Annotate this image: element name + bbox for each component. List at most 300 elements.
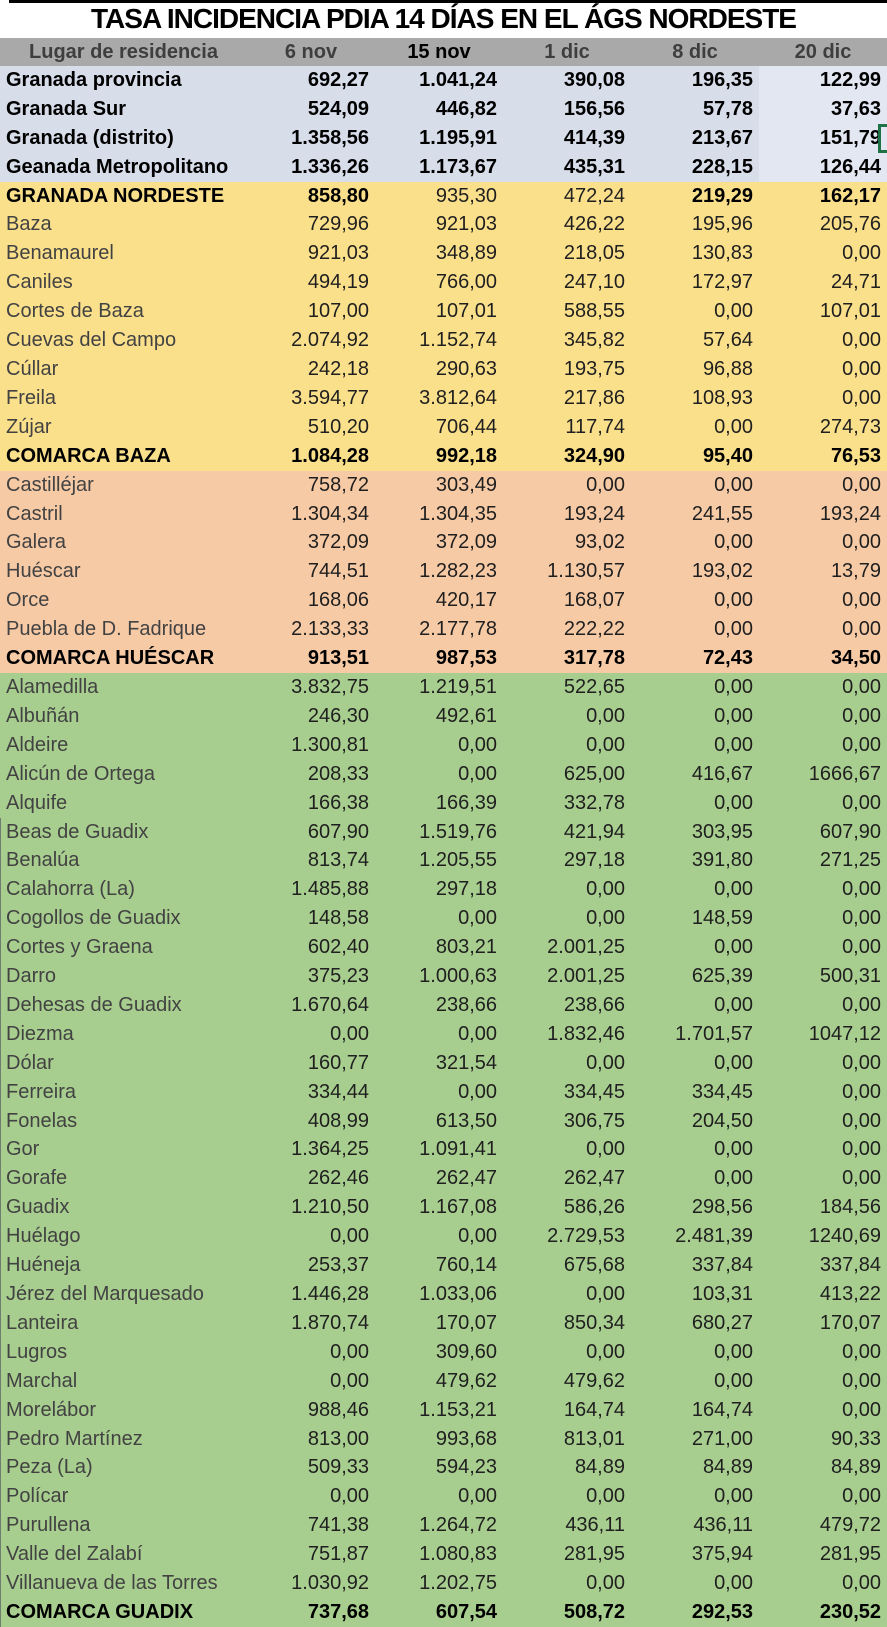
value-cell[interactable]: 510,20	[247, 413, 375, 442]
value-cell[interactable]: 204,50	[631, 1107, 759, 1136]
row-label-cell[interactable]: Granada provincia	[0, 66, 247, 95]
row-label-cell[interactable]: Marchal	[0, 1367, 247, 1396]
value-cell[interactable]: 858,80	[247, 182, 375, 211]
value-cell[interactable]: 436,11	[631, 1511, 759, 1540]
value-cell[interactable]: 107,00	[247, 297, 375, 326]
value-cell[interactable]: 3.812,64	[375, 384, 503, 413]
value-cell[interactable]: 1.210,50	[247, 1193, 375, 1222]
column-header-6-nov[interactable]: 6 nov	[284, 40, 338, 63]
value-cell[interactable]: 435,31	[503, 153, 631, 182]
value-cell[interactable]: 1.701,57	[631, 1020, 759, 1049]
value-cell[interactable]: 500,31	[759, 962, 887, 991]
value-cell[interactable]: 729,96	[247, 211, 375, 240]
row-label-cell[interactable]: Freila	[0, 384, 247, 413]
value-cell[interactable]: 0,00	[247, 1482, 375, 1511]
row-label-cell[interactable]: Valle del Zalabí	[0, 1540, 247, 1569]
value-cell[interactable]: 271,00	[631, 1425, 759, 1454]
value-cell[interactable]: 813,00	[247, 1425, 375, 1454]
value-cell[interactable]: 492,61	[375, 702, 503, 731]
value-cell[interactable]: 0,00	[759, 239, 887, 268]
row-label-cell[interactable]: COMARCA GUADIX	[0, 1598, 247, 1627]
row-label-cell[interactable]: Dólar	[0, 1049, 247, 1078]
value-cell[interactable]: 253,37	[247, 1251, 375, 1280]
value-cell[interactable]: 84,89	[759, 1454, 887, 1483]
row-label-cell[interactable]: Cúllar	[0, 355, 247, 384]
row-label-cell[interactable]: GRANADA NORDESTE	[0, 182, 247, 211]
value-cell[interactable]: 0,00	[503, 731, 631, 760]
value-cell[interactable]: 72,43	[631, 644, 759, 673]
value-cell[interactable]: 213,67	[631, 124, 759, 153]
value-cell[interactable]: 850,34	[503, 1309, 631, 1338]
value-cell[interactable]: 0,00	[631, 991, 759, 1020]
value-cell[interactable]: 2.001,25	[503, 962, 631, 991]
row-label-cell[interactable]: Gorafe	[0, 1164, 247, 1193]
value-cell[interactable]: 0,00	[759, 586, 887, 615]
value-cell[interactable]: 607,54	[375, 1598, 503, 1627]
value-cell[interactable]: 420,17	[375, 586, 503, 615]
value-cell[interactable]: 241,55	[631, 500, 759, 529]
value-cell[interactable]: 1.485,88	[247, 875, 375, 904]
value-cell[interactable]: 218,05	[503, 239, 631, 268]
column-header-1-dic[interactable]: 1 dic	[544, 40, 590, 63]
value-cell[interactable]: 0,00	[503, 875, 631, 904]
value-cell[interactable]: 416,67	[631, 760, 759, 789]
value-cell[interactable]: 238,66	[503, 991, 631, 1020]
value-cell[interactable]: 117,74	[503, 413, 631, 442]
value-cell[interactable]: 0,00	[631, 529, 759, 558]
value-cell[interactable]: 84,89	[503, 1454, 631, 1483]
value-cell[interactable]: 372,09	[375, 529, 503, 558]
row-label-cell[interactable]: Lanteira	[0, 1309, 247, 1338]
row-label-cell[interactable]: Villanueva de las Torres	[0, 1569, 247, 1598]
value-cell[interactable]: 130,83	[631, 239, 759, 268]
value-cell[interactable]: 508,72	[503, 1598, 631, 1627]
column-header-20-dic[interactable]: 20 dic	[794, 40, 852, 63]
value-cell[interactable]: 586,26	[503, 1193, 631, 1222]
value-cell[interactable]: 103,31	[631, 1280, 759, 1309]
row-label-cell[interactable]: Huéneja	[0, 1251, 247, 1280]
value-cell[interactable]: 290,63	[375, 355, 503, 384]
value-cell[interactable]: 913,51	[247, 644, 375, 673]
value-cell[interactable]: 607,90	[247, 818, 375, 847]
value-cell[interactable]: 0,00	[759, 1136, 887, 1165]
column-header-lugar-de-residencia[interactable]: Lugar de residencia	[29, 40, 218, 63]
value-cell[interactable]: 334,44	[247, 1078, 375, 1107]
row-label-cell[interactable]: COMARCA BAZA	[0, 442, 247, 471]
row-label-cell[interactable]: Huéscar	[0, 557, 247, 586]
value-cell[interactable]: 297,18	[503, 846, 631, 875]
value-cell[interactable]: 1.033,06	[375, 1280, 503, 1309]
value-cell[interactable]: 1.519,76	[375, 818, 503, 847]
value-cell[interactable]: 0,00	[759, 471, 887, 500]
value-cell[interactable]: 390,08	[503, 66, 631, 95]
value-cell[interactable]: 375,23	[247, 962, 375, 991]
value-cell[interactable]: 1.041,24	[375, 66, 503, 95]
value-cell[interactable]: 271,25	[759, 846, 887, 875]
value-cell[interactable]: 766,00	[375, 268, 503, 297]
value-cell[interactable]: 0,00	[759, 1338, 887, 1367]
value-cell[interactable]: 0,00	[759, 789, 887, 818]
value-cell[interactable]: 107,01	[375, 297, 503, 326]
value-cell[interactable]: 184,56	[759, 1193, 887, 1222]
value-cell[interactable]: 1.670,64	[247, 991, 375, 1020]
row-label-cell[interactable]: Darro	[0, 962, 247, 991]
value-cell[interactable]: 298,56	[631, 1193, 759, 1222]
value-cell[interactable]: 803,21	[375, 933, 503, 962]
value-cell[interactable]: 0,00	[375, 731, 503, 760]
value-cell[interactable]: 108,93	[631, 384, 759, 413]
value-cell[interactable]: 1.358,56	[247, 124, 375, 153]
row-label-cell[interactable]: Jérez del Marquesado	[0, 1280, 247, 1309]
value-cell[interactable]: 0,00	[503, 1280, 631, 1309]
row-label-cell[interactable]: Caniles	[0, 268, 247, 297]
value-cell[interactable]: 0,00	[503, 1338, 631, 1367]
value-cell[interactable]: 0,00	[759, 1078, 887, 1107]
value-cell[interactable]: 1.205,55	[375, 846, 503, 875]
row-label-cell[interactable]: Gor	[0, 1136, 247, 1165]
value-cell[interactable]: 675,68	[503, 1251, 631, 1280]
row-label-cell[interactable]: Huélago	[0, 1222, 247, 1251]
value-cell[interactable]: 0,00	[503, 1136, 631, 1165]
row-label-cell[interactable]: Zújar	[0, 413, 247, 442]
value-cell[interactable]: 414,39	[503, 124, 631, 153]
value-cell[interactable]: 151,79	[759, 124, 887, 153]
value-cell[interactable]: 0,00	[375, 1222, 503, 1251]
value-cell[interactable]: 337,84	[759, 1251, 887, 1280]
value-cell[interactable]: 228,15	[631, 153, 759, 182]
value-cell[interactable]: 0,00	[759, 1396, 887, 1425]
value-cell[interactable]: 992,18	[375, 442, 503, 471]
value-cell[interactable]: 219,29	[631, 182, 759, 211]
row-label-cell[interactable]: Albuñán	[0, 702, 247, 731]
row-label-cell[interactable]: Polícar	[0, 1482, 247, 1511]
value-cell[interactable]: 164,74	[503, 1396, 631, 1425]
value-cell[interactable]: 84,89	[631, 1454, 759, 1483]
value-cell[interactable]: 246,30	[247, 702, 375, 731]
value-cell[interactable]: 170,07	[759, 1309, 887, 1338]
value-cell[interactable]: 1.153,21	[375, 1396, 503, 1425]
row-label-cell[interactable]: Orce	[0, 586, 247, 615]
value-cell[interactable]: 2.001,25	[503, 933, 631, 962]
value-cell[interactable]: 436,11	[503, 1511, 631, 1540]
value-cell[interactable]: 196,35	[631, 66, 759, 95]
value-cell[interactable]: 309,60	[375, 1338, 503, 1367]
value-cell[interactable]: 0,00	[759, 529, 887, 558]
value-cell[interactable]: 217,86	[503, 384, 631, 413]
row-label-cell[interactable]: Ferreira	[0, 1078, 247, 1107]
row-label-cell[interactable]: Lugros	[0, 1338, 247, 1367]
value-cell[interactable]: 95,40	[631, 442, 759, 471]
value-cell[interactable]: 160,77	[247, 1049, 375, 1078]
value-cell[interactable]: 426,22	[503, 211, 631, 240]
value-cell[interactable]: 0,00	[631, 789, 759, 818]
value-cell[interactable]: 446,82	[375, 95, 503, 124]
value-cell[interactable]: 1.030,92	[247, 1569, 375, 1598]
value-cell[interactable]: 1.219,51	[375, 673, 503, 702]
value-cell[interactable]: 262,47	[375, 1164, 503, 1193]
value-cell[interactable]: 242,18	[247, 355, 375, 384]
value-cell[interactable]: 0,00	[631, 413, 759, 442]
value-cell[interactable]: 0,00	[631, 586, 759, 615]
value-cell[interactable]: 334,45	[503, 1078, 631, 1107]
value-cell[interactable]: 413,22	[759, 1280, 887, 1309]
row-label-cell[interactable]: Peza (La)	[0, 1454, 247, 1483]
value-cell[interactable]: 1.304,34	[247, 500, 375, 529]
column-header-15-nov[interactable]: 15 nov	[407, 40, 471, 63]
value-cell[interactable]: 337,84	[631, 1251, 759, 1280]
value-cell[interactable]: 0,00	[247, 1222, 375, 1251]
value-cell[interactable]: 737,68	[247, 1598, 375, 1627]
value-cell[interactable]: 0,00	[631, 1136, 759, 1165]
value-cell[interactable]: 1.173,67	[375, 153, 503, 182]
value-cell[interactable]: 166,38	[247, 789, 375, 818]
value-cell[interactable]: 602,40	[247, 933, 375, 962]
value-cell[interactable]: 0,00	[631, 875, 759, 904]
row-label-cell[interactable]: COMARCA HUÉSCAR	[0, 644, 247, 673]
value-cell[interactable]: 0,00	[631, 933, 759, 962]
value-cell[interactable]: 317,78	[503, 644, 631, 673]
value-cell[interactable]: 1.336,26	[247, 153, 375, 182]
value-cell[interactable]: 0,00	[631, 1049, 759, 1078]
value-cell[interactable]: 0,00	[375, 1482, 503, 1511]
value-cell[interactable]: 93,02	[503, 529, 631, 558]
value-cell[interactable]: 1.080,83	[375, 1540, 503, 1569]
value-cell[interactable]: 1.832,46	[503, 1020, 631, 1049]
value-cell[interactable]: 193,24	[503, 500, 631, 529]
value-cell[interactable]: 205,76	[759, 211, 887, 240]
value-cell[interactable]: 292,53	[631, 1598, 759, 1627]
row-label-cell[interactable]: Alamedilla	[0, 673, 247, 702]
value-cell[interactable]: 1.304,35	[375, 500, 503, 529]
value-cell[interactable]: 0,00	[503, 1482, 631, 1511]
row-label-cell[interactable]: Cortes y Graena	[0, 933, 247, 962]
value-cell[interactable]: 193,75	[503, 355, 631, 384]
value-cell[interactable]: 813,01	[503, 1425, 631, 1454]
row-label-cell[interactable]: Dehesas de Guadix	[0, 991, 247, 1020]
value-cell[interactable]: 524,09	[247, 95, 375, 124]
value-cell[interactable]: 281,95	[759, 1540, 887, 1569]
value-cell[interactable]: 0,00	[631, 615, 759, 644]
row-label-cell[interactable]: Cuevas del Campo	[0, 326, 247, 355]
value-cell[interactable]: 156,56	[503, 95, 631, 124]
value-cell[interactable]: 0,00	[631, 1164, 759, 1193]
value-cell[interactable]: 0,00	[759, 1482, 887, 1511]
value-cell[interactable]: 0,00	[503, 1569, 631, 1598]
row-label-cell[interactable]: Puebla de D. Fadrique	[0, 615, 247, 644]
value-cell[interactable]: 76,53	[759, 442, 887, 471]
value-cell[interactable]: 0,00	[631, 702, 759, 731]
value-cell[interactable]: 3.832,75	[247, 673, 375, 702]
value-cell[interactable]: 0,00	[759, 673, 887, 702]
row-label-cell[interactable]: Castilléjar	[0, 471, 247, 500]
value-cell[interactable]: 993,68	[375, 1425, 503, 1454]
value-cell[interactable]: 107,01	[759, 297, 887, 326]
value-cell[interactable]: 1.264,72	[375, 1511, 503, 1540]
value-cell[interactable]: 613,50	[375, 1107, 503, 1136]
value-cell[interactable]: 594,23	[375, 1454, 503, 1483]
value-cell[interactable]: 0,00	[759, 1107, 887, 1136]
value-cell[interactable]: 1.202,75	[375, 1569, 503, 1598]
value-cell[interactable]: 921,03	[247, 239, 375, 268]
value-cell[interactable]: 372,09	[247, 529, 375, 558]
value-cell[interactable]: 148,58	[247, 904, 375, 933]
value-cell[interactable]: 479,72	[759, 1511, 887, 1540]
value-cell[interactable]: 0,00	[503, 702, 631, 731]
value-cell[interactable]: 375,94	[631, 1540, 759, 1569]
row-label-cell[interactable]: Galera	[0, 529, 247, 558]
value-cell[interactable]: 1.152,74	[375, 326, 503, 355]
value-cell[interactable]: 0,00	[631, 1569, 759, 1598]
value-cell[interactable]: 522,65	[503, 673, 631, 702]
row-label-cell[interactable]: Pedro Martínez	[0, 1425, 247, 1454]
value-cell[interactable]: 0,00	[631, 1367, 759, 1396]
value-cell[interactable]: 334,45	[631, 1078, 759, 1107]
value-cell[interactable]: 706,44	[375, 413, 503, 442]
value-cell[interactable]: 1.195,91	[375, 124, 503, 153]
value-cell[interactable]: 13,79	[759, 557, 887, 586]
value-cell[interactable]: 297,18	[375, 875, 503, 904]
value-cell[interactable]: 0,00	[631, 731, 759, 760]
value-cell[interactable]: 0,00	[759, 1569, 887, 1598]
row-label-cell[interactable]: Geanada Metropolitano	[0, 153, 247, 182]
value-cell[interactable]: 303,95	[631, 818, 759, 847]
row-label-cell[interactable]: Cortes de Baza	[0, 297, 247, 326]
value-cell[interactable]: 345,82	[503, 326, 631, 355]
value-cell[interactable]: 0,00	[759, 875, 887, 904]
value-cell[interactable]: 262,46	[247, 1164, 375, 1193]
value-cell[interactable]: 1.091,41	[375, 1136, 503, 1165]
value-cell[interactable]: 935,30	[375, 182, 503, 211]
value-cell[interactable]: 2.481,39	[631, 1222, 759, 1251]
value-cell[interactable]: 479,62	[375, 1367, 503, 1396]
value-cell[interactable]: 0,00	[759, 384, 887, 413]
value-cell[interactable]: 472,24	[503, 182, 631, 211]
value-cell[interactable]: 1.364,25	[247, 1136, 375, 1165]
value-cell[interactable]: 588,55	[503, 297, 631, 326]
value-cell[interactable]: 744,51	[247, 557, 375, 586]
value-cell[interactable]: 90,33	[759, 1425, 887, 1454]
value-cell[interactable]: 0,00	[631, 1338, 759, 1367]
row-label-cell[interactable]: Alicún de Ortega	[0, 760, 247, 789]
row-label-cell[interactable]: Granada (distrito)	[0, 124, 247, 153]
value-cell[interactable]: 408,99	[247, 1107, 375, 1136]
value-cell[interactable]: 421,94	[503, 818, 631, 847]
row-label-cell[interactable]: Fonelas	[0, 1107, 247, 1136]
value-cell[interactable]: 2.074,92	[247, 326, 375, 355]
value-cell[interactable]: 988,46	[247, 1396, 375, 1425]
value-cell[interactable]: 0,00	[247, 1338, 375, 1367]
value-cell[interactable]: 274,73	[759, 413, 887, 442]
value-cell[interactable]: 509,33	[247, 1454, 375, 1483]
value-cell[interactable]: 0,00	[375, 760, 503, 789]
value-cell[interactable]: 2.133,33	[247, 615, 375, 644]
value-cell[interactable]: 391,80	[631, 846, 759, 875]
value-cell[interactable]: 148,59	[631, 904, 759, 933]
value-cell[interactable]: 321,54	[375, 1049, 503, 1078]
row-label-cell[interactable]: Granada Sur	[0, 95, 247, 124]
value-cell[interactable]: 3.594,77	[247, 384, 375, 413]
value-cell[interactable]: 0,00	[759, 1164, 887, 1193]
row-label-cell[interactable]: Aldeire	[0, 731, 247, 760]
value-cell[interactable]: 1240,69	[759, 1222, 887, 1251]
value-cell[interactable]: 760,14	[375, 1251, 503, 1280]
value-cell[interactable]: 0,00	[759, 1049, 887, 1078]
value-cell[interactable]: 625,00	[503, 760, 631, 789]
value-cell[interactable]: 0,00	[759, 1367, 887, 1396]
value-cell[interactable]: 0,00	[759, 355, 887, 384]
value-cell[interactable]: 164,74	[631, 1396, 759, 1425]
value-cell[interactable]: 0,00	[503, 471, 631, 500]
value-cell[interactable]: 2.177,78	[375, 615, 503, 644]
value-cell[interactable]: 170,07	[375, 1309, 503, 1338]
row-label-cell[interactable]: Guadix	[0, 1193, 247, 1222]
row-label-cell[interactable]: Castril	[0, 500, 247, 529]
value-cell[interactable]: 1666,67	[759, 760, 887, 789]
value-cell[interactable]: 168,07	[503, 586, 631, 615]
value-cell[interactable]: 1.870,74	[247, 1309, 375, 1338]
value-cell[interactable]: 987,53	[375, 644, 503, 673]
row-label-cell[interactable]: Purullena	[0, 1511, 247, 1540]
value-cell[interactable]: 494,19	[247, 268, 375, 297]
value-cell[interactable]: 193,02	[631, 557, 759, 586]
value-cell[interactable]: 193,24	[759, 500, 887, 529]
value-cell[interactable]: 0,00	[631, 673, 759, 702]
value-cell[interactable]: 813,74	[247, 846, 375, 875]
value-cell[interactable]: 1.130,57	[503, 557, 631, 586]
value-cell[interactable]: 1.446,28	[247, 1280, 375, 1309]
value-cell[interactable]: 37,63	[759, 95, 887, 124]
value-cell[interactable]: 0,00	[759, 326, 887, 355]
value-cell[interactable]: 607,90	[759, 818, 887, 847]
value-cell[interactable]: 741,38	[247, 1511, 375, 1540]
row-label-cell[interactable]: Baza	[0, 211, 247, 240]
value-cell[interactable]: 126,44	[759, 153, 887, 182]
row-label-cell[interactable]: Diezma	[0, 1020, 247, 1049]
value-cell[interactable]: 758,72	[247, 471, 375, 500]
value-cell[interactable]: 0,00	[759, 702, 887, 731]
value-cell[interactable]: 34,50	[759, 644, 887, 673]
row-label-cell[interactable]: Benalúa	[0, 846, 247, 875]
value-cell[interactable]: 168,06	[247, 586, 375, 615]
value-cell[interactable]: 230,52	[759, 1598, 887, 1627]
value-cell[interactable]: 0,00	[631, 297, 759, 326]
value-cell[interactable]: 0,00	[247, 1367, 375, 1396]
value-cell[interactable]: 479,62	[503, 1367, 631, 1396]
value-cell[interactable]: 166,39	[375, 789, 503, 818]
value-cell[interactable]: 1.167,08	[375, 1193, 503, 1222]
value-cell[interactable]: 0,00	[375, 904, 503, 933]
row-label-cell[interactable]: Morelábor	[0, 1396, 247, 1425]
value-cell[interactable]: 306,75	[503, 1107, 631, 1136]
value-cell[interactable]: 0,00	[375, 1078, 503, 1107]
value-cell[interactable]: 324,90	[503, 442, 631, 471]
value-cell[interactable]: 238,66	[375, 991, 503, 1020]
value-cell[interactable]: 57,78	[631, 95, 759, 124]
value-cell[interactable]: 1.084,28	[247, 442, 375, 471]
row-label-cell[interactable]: Cogollos de Guadix	[0, 904, 247, 933]
value-cell[interactable]: 0,00	[503, 1049, 631, 1078]
row-label-cell[interactable]: Alquife	[0, 789, 247, 818]
value-cell[interactable]: 0,00	[375, 1020, 503, 1049]
value-cell[interactable]: 692,27	[247, 66, 375, 95]
value-cell[interactable]: 0,00	[759, 731, 887, 760]
value-cell[interactable]: 0,00	[759, 904, 887, 933]
value-cell[interactable]: 0,00	[759, 933, 887, 962]
row-label-cell[interactable]: Beas de Guadix	[0, 818, 247, 847]
value-cell[interactable]: 96,88	[631, 355, 759, 384]
row-label-cell[interactable]: Benamaurel	[0, 239, 247, 268]
value-cell[interactable]: 1.000,63	[375, 962, 503, 991]
